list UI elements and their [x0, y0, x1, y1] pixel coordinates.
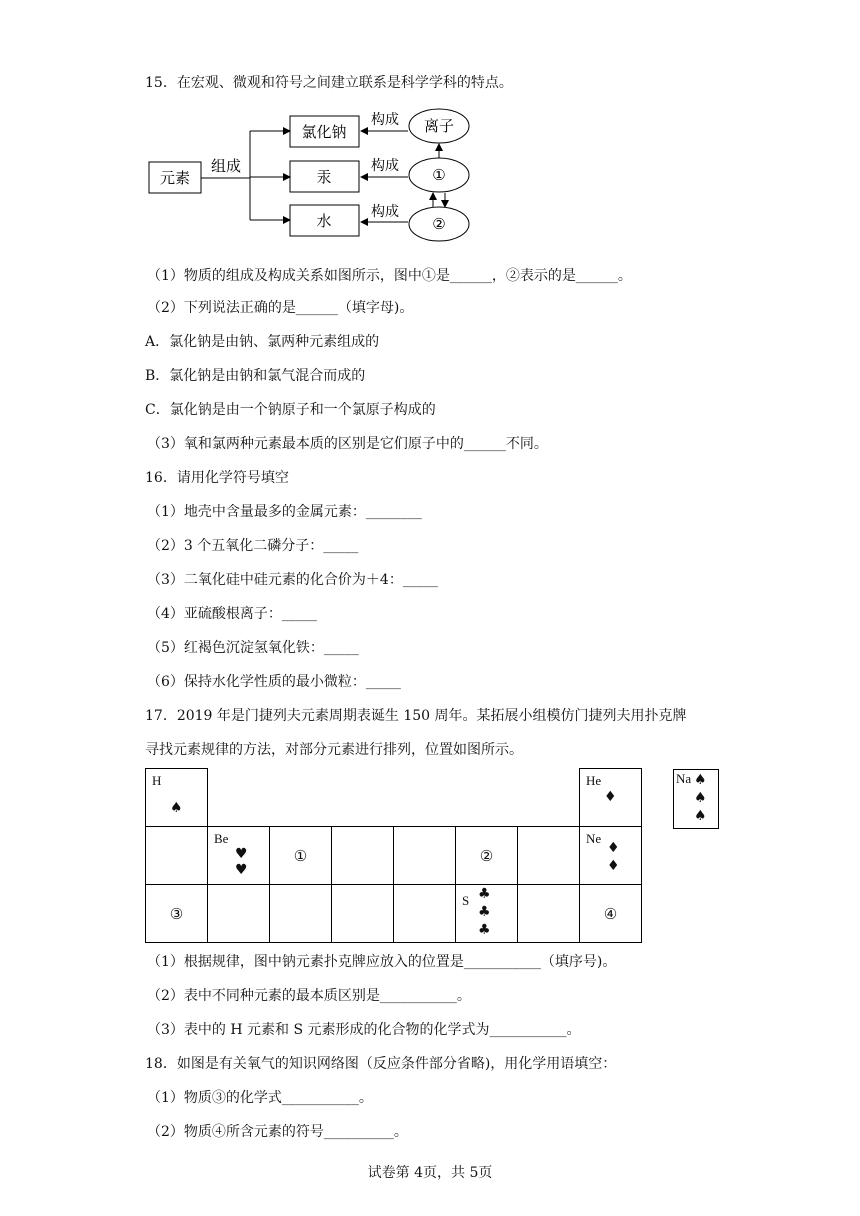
- q15-part3: （3）氧和氯两种元素最本质的区别是它们原子中的______不同。: [147, 436, 548, 452]
- symbol-na: Na: [676, 771, 692, 786]
- ion-label: 离子: [423, 117, 455, 135]
- cell-mark-2: [456, 827, 518, 885]
- q16-title: 16．请用化学符号填空: [145, 470, 289, 486]
- position-2: ②: [479, 847, 494, 865]
- q15-option-c: C．氯化钠是由一个钠原子和一个氯原子构成的: [145, 402, 436, 418]
- constitute-label-2: 构成: [371, 158, 399, 174]
- symbol-h: H: [152, 773, 162, 788]
- spade-icon: ♠: [694, 808, 707, 824]
- substance-water: 水: [316, 212, 332, 230]
- q17-part1: （1）根据规律，图中钠元素扑克牌应放入的位置是___________（填序号)。: [147, 954, 617, 970]
- periodic-card-table: [145, 768, 642, 943]
- page-footer: 试卷第 4页，共 5页: [367, 1165, 493, 1181]
- q17-line-2: 寻找元素规律的方法，对部分元素进行排列，位置如图所示。: [145, 742, 523, 758]
- q15-part1: （1）物质的组成及构成关系如图所示，图中①是______，②表示的是______。: [147, 268, 632, 284]
- cell-mark-1: [270, 827, 332, 885]
- mark-2: ②: [432, 215, 446, 233]
- heart-icon: ♥: [235, 846, 248, 862]
- cell-ne: [580, 827, 642, 885]
- substance-mercury: 汞: [316, 168, 332, 186]
- q15-composition-diagram: [140, 100, 480, 250]
- spade-icon: ♠: [170, 800, 183, 816]
- cell-he: [580, 769, 642, 827]
- q16-item-6: （6）保持水化学性质的最小微粒：_____: [147, 674, 401, 690]
- cell-mark-3: [146, 885, 208, 943]
- q16-item-1: （1）地壳中含量最多的金属元素：________: [147, 504, 422, 520]
- q16-item-2: （2）3 个五氧化二磷分子：_____: [147, 538, 359, 554]
- q18-part2: （2）物质④所含元素的符号__________。: [147, 1124, 408, 1140]
- q16-item-5: （5）红褐色沉淀氢氧化铁：_____: [147, 640, 359, 656]
- position-3: ③: [169, 905, 184, 923]
- club-icon: ♣: [478, 886, 491, 902]
- heart-icon: ♥: [235, 862, 248, 878]
- diamond-icon: ♦: [607, 840, 620, 856]
- sodium-card: [673, 769, 719, 829]
- q18-part1: （1）物质③的化学式___________。: [147, 1090, 373, 1106]
- q16-item-4: （4）亚硫酸根离子：_____: [147, 606, 317, 622]
- mark-1: ①: [432, 166, 446, 184]
- q17-part3: （3）表中的 H 元素和 S 元素形成的化合物的化学式为___________。: [147, 1022, 581, 1038]
- spade-icon: ♠: [694, 772, 707, 788]
- position-1: ①: [293, 847, 308, 865]
- q18-title: 18．如图是有关氧气的知识网络图（反应条件部分省略)，用化学用语填空：: [145, 1056, 617, 1072]
- cell-be: [208, 827, 270, 885]
- element-box-label: 元素: [159, 169, 191, 187]
- q17-line-1: 17．2019 年是门捷列夫元素周期表诞生 150 周年。某拓展小组模仿门捷列夫用扑克牌: [145, 708, 687, 724]
- q15-part2: （2）下列说法正确的是______（填字母)。: [147, 300, 414, 316]
- q15-title: 15．在宏观、微观和符号之间建立联系是科学学科的特点。: [145, 75, 513, 91]
- cell-h: [146, 769, 208, 827]
- compose-label: 组成: [210, 157, 242, 175]
- cell-mark-4: [580, 885, 642, 943]
- symbol-he: He: [586, 773, 602, 788]
- symbol-ne: Ne: [586, 831, 602, 846]
- position-4: ④: [603, 905, 618, 923]
- q16-item-3: （3）二氧化硅中硅元素的化合价为＋4：_____: [147, 572, 438, 588]
- symbol-be: Be: [214, 831, 229, 846]
- q17-part2: （2）表中不同种元素的最本质区别是___________。: [147, 988, 471, 1004]
- diamond-icon: ♦: [607, 858, 620, 874]
- cell-s: [456, 885, 518, 943]
- cell-empty: [146, 827, 208, 885]
- diamond-icon: ♦: [604, 789, 617, 805]
- club-icon: ♣: [478, 904, 491, 920]
- substance-nacl: 氯化钠: [301, 123, 347, 141]
- spade-icon: ♠: [694, 790, 707, 806]
- club-icon: ♣: [478, 922, 491, 938]
- q15-option-b: B．氯化钠是由钠和氯气混合而成的: [145, 368, 366, 384]
- constitute-label-1: 构成: [371, 112, 399, 128]
- q15-option-a: A．氯化钠是由钠、氯两种元素组成的: [145, 334, 380, 350]
- symbol-s: S: [462, 893, 470, 908]
- constitute-label-3: 构成: [371, 204, 399, 220]
